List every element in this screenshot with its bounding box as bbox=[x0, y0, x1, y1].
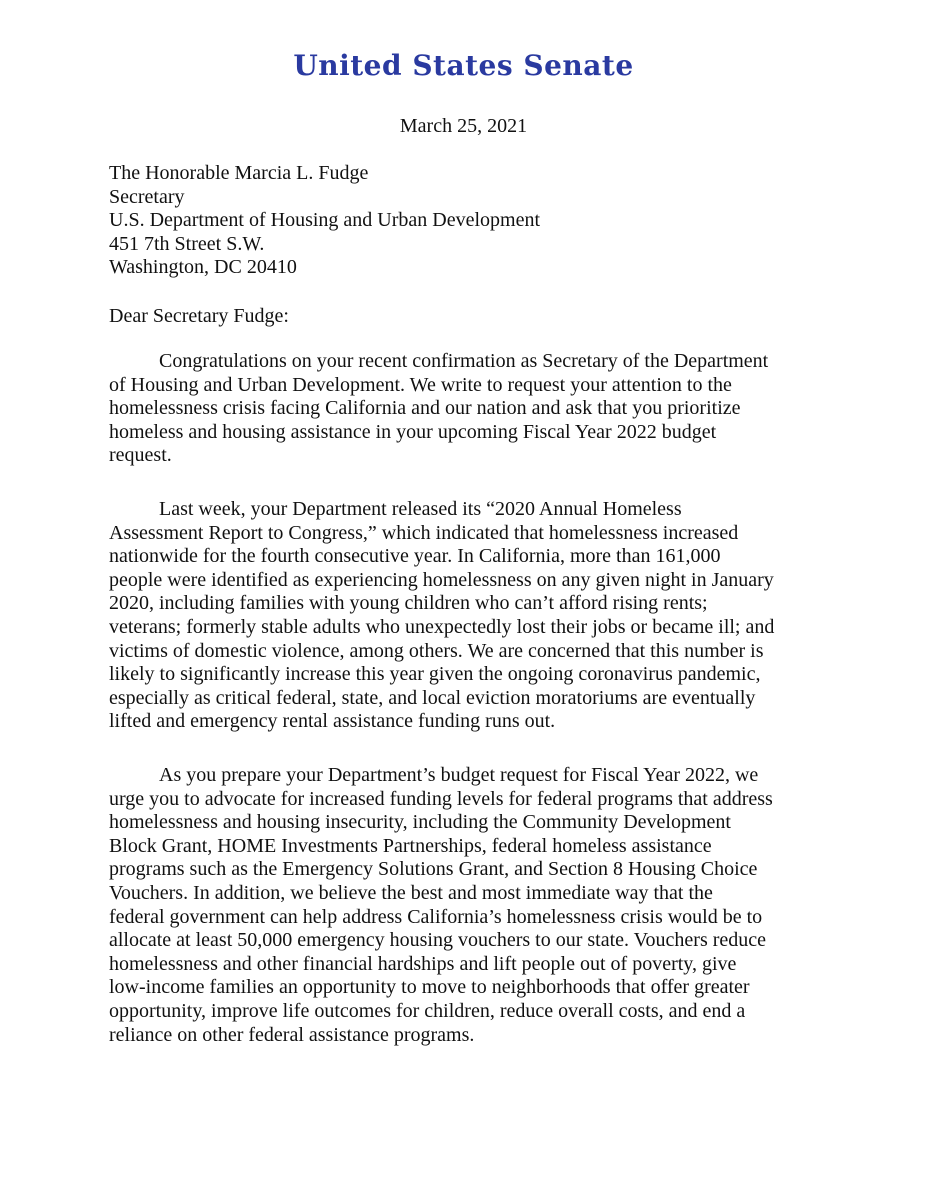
paragraph-line: homelessness crisis facing California and our nation and ask that you prioritize bbox=[109, 397, 741, 420]
paragraph-line: reliance on other federal assistance programs. bbox=[109, 1023, 475, 1046]
paragraph-line: people were identified as experiencing homelessness on any given night in January bbox=[109, 568, 774, 591]
addressee-department: U.S. Department of Housing and Urban Development bbox=[109, 209, 541, 232]
paragraph-line: urge you to advocate for increased funding levels for federal programs that address bbox=[109, 787, 773, 810]
paragraph-line: 2020, including families with young children who can’t afford rising rents; bbox=[109, 592, 708, 615]
paragraph-line: Block Grant, HOME Investments Partnerships, federal homeless assistance bbox=[109, 834, 712, 857]
paragraph-line: programs such as the Emergency Solutions Grant, and Section 8 Housing Choice bbox=[109, 858, 758, 881]
letter-date: March 25, 2021 bbox=[399, 115, 528, 137]
paragraph-line: federal government can help address California’s homelessness crisis would be to bbox=[109, 905, 763, 928]
paragraph-line: opportunity, improve life outcomes for children, reduce overall costs, and end a bbox=[109, 999, 746, 1022]
paragraph-line: homeless and housing assistance in your upcoming Fiscal Year 2022 budget bbox=[109, 420, 717, 443]
body-paragraph-1 bbox=[109, 350, 829, 468]
addressee-name: The Honorable Marcia L. Fudge bbox=[109, 162, 369, 184]
paragraph-line: homelessness and other financial hardships and lift people out of poverty, give bbox=[109, 952, 737, 975]
paragraph-line: especially as critical federal, state, and local eviction moratoriums are eventually bbox=[109, 686, 756, 709]
paragraph-line: of Housing and Urban Development. We write to request your attention to the bbox=[109, 373, 732, 396]
salutation: Dear Secretary Fudge: bbox=[109, 305, 289, 327]
paragraph-line: low-income families an opportunity to move to neighborhoods that offer greater bbox=[109, 976, 750, 999]
paragraph-line: As you prepare your Department’s budget request for Fiscal Year 2022, we bbox=[159, 764, 759, 786]
body-paragraph-3 bbox=[109, 764, 829, 1047]
addressee-street: 451 7th Street S.W. bbox=[109, 232, 265, 255]
addressee-block bbox=[109, 162, 540, 280]
paragraph-line: Assessment Report to Congress,” which indicated that homelessness increased bbox=[109, 521, 739, 544]
paragraph-line: homelessness and housing insecurity, including the Community Development bbox=[109, 811, 731, 834]
paragraph-line: veterans; formerly stable adults who unexpectedly lost their jobs or became ill; and bbox=[109, 615, 775, 638]
paragraph-line: Vouchers. In addition, we believe the best and most immediate way that the bbox=[109, 881, 713, 904]
body-paragraph-2 bbox=[109, 498, 829, 734]
addressee-title: Secretary bbox=[109, 185, 185, 208]
paragraph-line: victims of domestic violence, among others. We are concerned that this number is bbox=[109, 639, 764, 662]
paragraph-line: Congratulations on your recent confirmation as Secretary of the Department bbox=[159, 350, 769, 372]
paragraph-line: likely to significantly increase this year given the ongoing coronavirus pandemic, bbox=[109, 663, 761, 686]
paragraph-line: Last week, your Department released its “2020 Annual Homeless bbox=[159, 498, 682, 520]
paragraph-line: lifted and emergency rental assistance funding runs out. bbox=[109, 710, 556, 733]
paragraph-line: allocate at least 50,000 emergency housing vouchers to our state. Vouchers reduce bbox=[109, 929, 767, 952]
letterhead-logo: United States Senate bbox=[293, 49, 634, 82]
addressee-city: Washington, DC 20410 bbox=[109, 256, 297, 279]
paragraph-line: request. bbox=[109, 444, 172, 467]
paragraph-line: nationwide for the fourth consecutive year. In California, more than 161,000 bbox=[109, 545, 721, 568]
